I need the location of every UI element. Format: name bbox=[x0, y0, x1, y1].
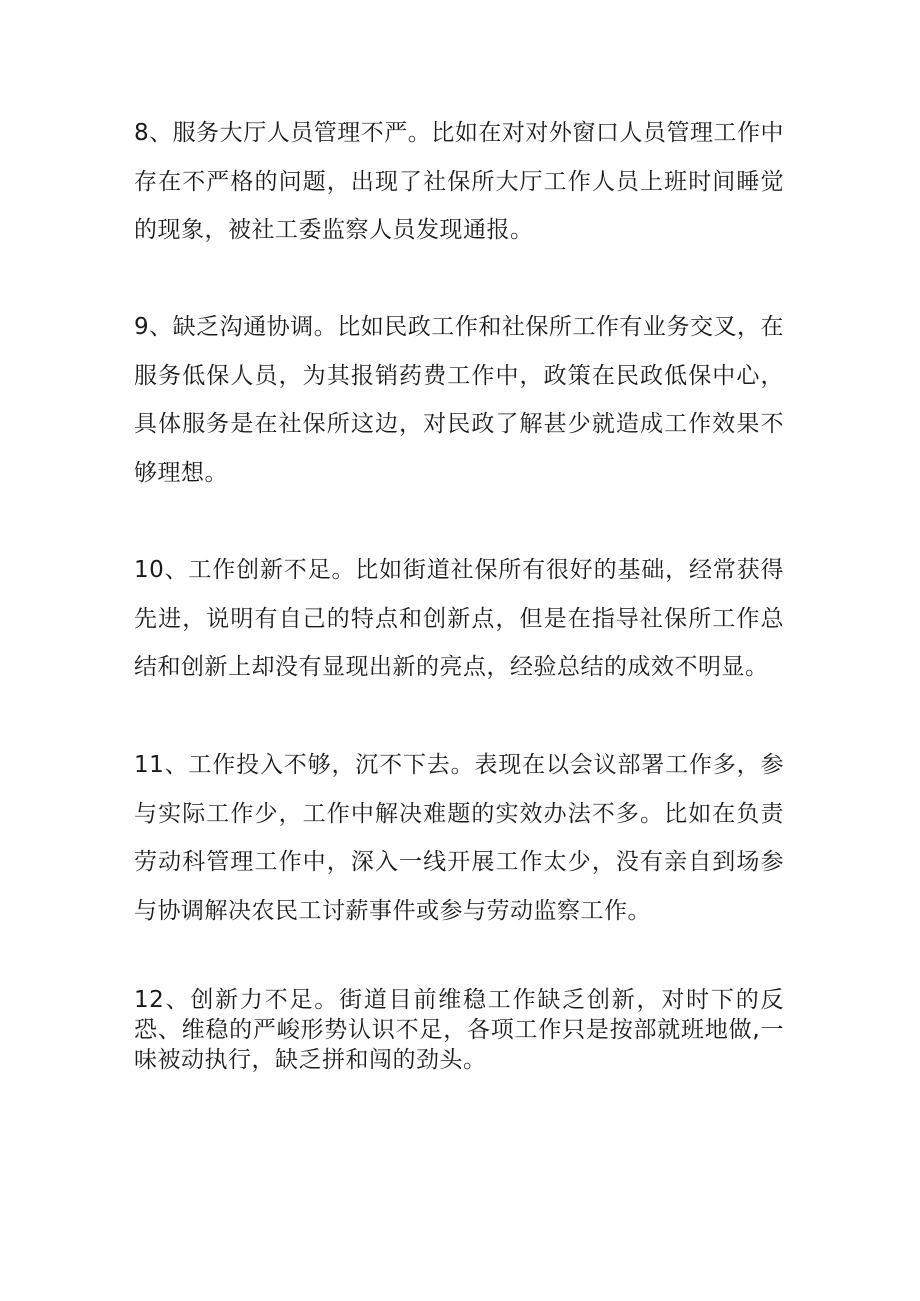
paragraph-item-11: 11、工作投入不够，沉不下去。表现在以会议部署工作多，参与实际工作少，工作中解决难题的实效办法不多。比如在负责劳动科管理工作中，深入一线开展工作太少，没有亲自到场参与协调解决农民工讨薪事件或参与劳动监察工作。 bbox=[134, 752, 784, 924]
paragraph-item-8: 8、服务大厅人员管理不严。比如在对对外窗口人员管理工作中存在不严格的问题，出现了社保所大厅工作人员上班时间睡觉的现象，被社工委监察人员发现通报。 bbox=[134, 120, 784, 243]
paragraph-item-9: 9、缺乏沟通协调。比如民政工作和社保所工作有业务交叉，在服务低保人员，为其报销药费工作中，政策在民政低保中心，具体服务是在社保所这边，对民政了解甚少就造成工作效果不够理想。 bbox=[134, 314, 784, 486]
paragraph-item-10: 10、工作创新不足。比如街道社保所有很好的基础，经常获得先进，说明有自己的特点和创新点，但是在指导社保所工作总结和创新上却没有显现出新的亮点，经验总结的成效不明显。 bbox=[134, 557, 784, 680]
paragraph-item-12: 12、创新力不足。街道目前维稳工作缺乏创新，对时下的反恐、维稳的严峻形势认识不足，各项工作只是按部就班地做,一味被动执行，缺乏拼和闯的劲头。 bbox=[134, 987, 784, 1073]
